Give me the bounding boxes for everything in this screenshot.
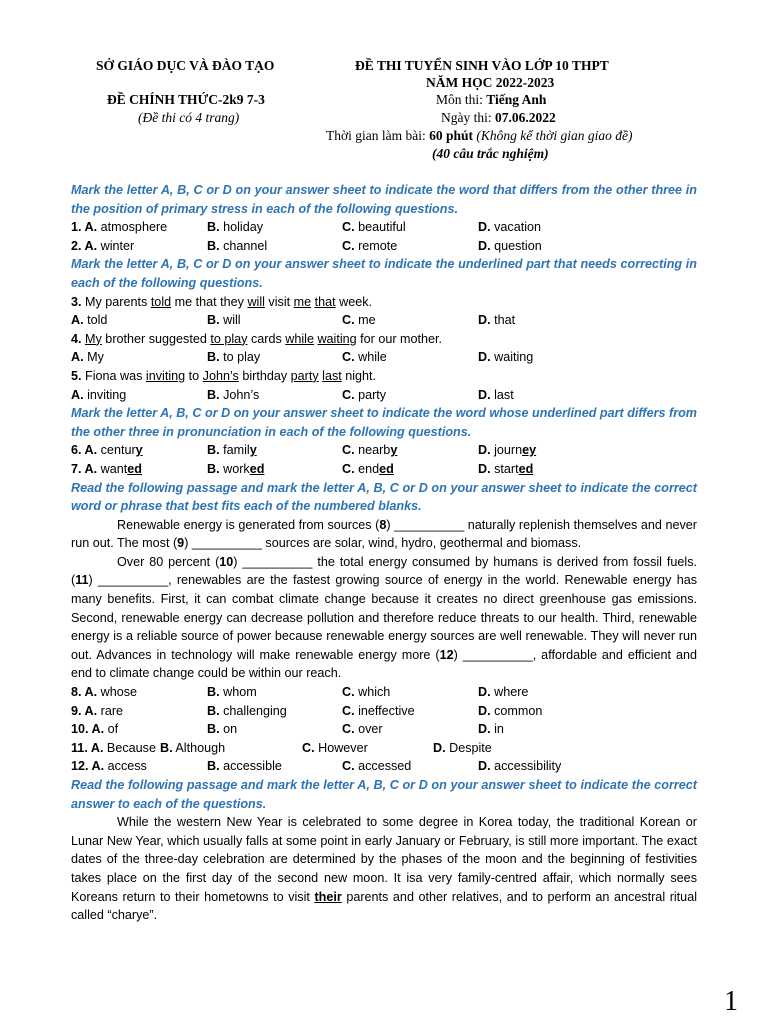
q4-text: cards (247, 331, 286, 346)
q8-a-text: whose (97, 685, 138, 700)
q2-number: 2. A. (71, 238, 98, 253)
q5-option-d (478, 386, 514, 405)
subject-value: Tiếng Anh (486, 92, 547, 107)
instruction-stress: Mark the letter A, B, C or D on your answer sheet to indicate the word that differs from the other three in the position of primary stress in each of the following questions. (71, 183, 697, 216)
q12-option-c (342, 757, 411, 776)
q5-a-text: inviting (83, 387, 127, 402)
blank-number-12: 12 (439, 647, 454, 662)
q3-c-text: me (354, 313, 376, 328)
q11-d-text: Despite (445, 740, 492, 755)
q3-option-b (207, 311, 241, 330)
q1-d-text: vacation (490, 220, 541, 235)
q3-a-label: A. (71, 313, 84, 328)
q5-text: birthday (238, 368, 291, 383)
q6-b-text: famil (219, 443, 250, 458)
q6-d-label: D. (478, 443, 491, 458)
q7-b-label: B. (207, 461, 220, 476)
q5-b-text: John’s (219, 387, 260, 402)
q4-b-label: B. (207, 350, 220, 365)
q11-b-label: B. (160, 740, 173, 755)
q5-option-a (71, 386, 126, 405)
q3-text: week. (335, 294, 373, 309)
q10-d-text: in (490, 722, 504, 737)
q3-option-d (478, 311, 515, 330)
q4-option-c (342, 348, 387, 367)
exam-content (71, 181, 697, 925)
question-9 (71, 702, 697, 721)
q11-c-text: However (314, 740, 368, 755)
q5-text: night. (341, 368, 377, 383)
q9-d-text: common (490, 703, 543, 718)
q3-d-text: that (490, 313, 516, 328)
q4-option-d (478, 348, 533, 367)
q7-option-a (71, 460, 142, 479)
q6-option-b (207, 441, 257, 460)
question-1 (71, 218, 697, 237)
q2-option-c (342, 237, 397, 256)
instruction-reading: Read the following passage and mark the letter A, B, C or D on your answer sheet to indicate the correct answer to each of the questions. (71, 778, 697, 811)
q2-b-label: B. (207, 238, 220, 253)
q10-a-text: of (104, 722, 119, 737)
q11-c-label: C. (302, 740, 315, 755)
q12-number: 12. A. (71, 759, 105, 774)
q4-c-label: C. (342, 350, 355, 365)
q5-text: to (185, 368, 203, 383)
q3-a-text: told (83, 313, 108, 328)
q2-option-b (207, 237, 267, 256)
q7-a-text: want (97, 461, 128, 476)
q12-option-d (478, 757, 561, 776)
question-5-options (71, 386, 697, 405)
passage-1-paragraph-1 (71, 516, 697, 553)
school-year: NĂM HỌC 2022-2023 (426, 75, 555, 90)
q6-a-text: centur (97, 443, 136, 458)
q5-text: Fiona was (81, 368, 146, 383)
q5-b-label: B. (207, 387, 220, 402)
q4-underlined-b: to play (210, 331, 248, 346)
question-7 (71, 460, 697, 479)
q10-option-d (478, 720, 504, 739)
q5-underlined-d: last (322, 368, 342, 383)
q12-b-label: B. (207, 759, 220, 774)
passage-text: ) __________ naturally replenish themselves and never run out. The most ( (71, 517, 697, 551)
q8-b-text: whom (219, 685, 257, 700)
time-value: 60 phút (429, 128, 474, 143)
date-value: 07.06.2022 (495, 110, 556, 125)
department-name: SỞ GIÁO DỤC VÀ ĐÀO TẠO (96, 58, 275, 73)
blank-number-11: 11 (75, 573, 89, 588)
q3-number: 3. (71, 294, 82, 309)
q8-d-text: where (490, 685, 529, 700)
q11-option-b (160, 739, 225, 758)
q9-c-text: ineffective (354, 703, 415, 718)
q12-option-b (207, 757, 282, 776)
instruction-error-correction: Mark the letter A, B, C or D on your answer sheet to indicate the underlined part that needs correcting in each of the following questions. (71, 257, 697, 290)
q9-option-b (207, 702, 287, 721)
q4-text: brother suggested (101, 331, 211, 346)
q11-b-text: Although (172, 740, 226, 755)
q10-number: 10. A. (71, 722, 105, 737)
q3-underlined-d: that (314, 294, 336, 309)
q7-d-label: D. (478, 461, 491, 476)
q8-number: 8. A. (71, 685, 98, 700)
q8-option-d (478, 683, 528, 702)
blank-number-8: 8 (379, 517, 387, 532)
q6-b-underlined: y (249, 443, 257, 458)
q5-d-label: D. (478, 387, 491, 402)
q3-c-label: C. (342, 313, 355, 328)
blank-number-9: 9 (177, 536, 185, 551)
q5-a-label: A. (71, 387, 84, 402)
blank-number-10: 10 (219, 554, 234, 569)
q8-b-label: B. (207, 685, 220, 700)
q4-option-b (207, 348, 260, 367)
q7-d-text: start (490, 461, 519, 476)
q8-c-label: C. (342, 685, 355, 700)
passage-text: Renewable energy is generated from sources ( (117, 517, 380, 532)
q7-b-underlined: ed (249, 461, 265, 476)
q4-underlined-a: My (85, 331, 102, 346)
passage-2-paragraph (71, 813, 697, 925)
q4-a-text: My (83, 350, 104, 365)
question-4-options (71, 348, 697, 367)
q1-d-label: D. (478, 220, 491, 235)
q3-underlined-a: told (150, 294, 172, 309)
q4-text: for our mother. (356, 331, 443, 346)
q3-d-label: D. (478, 313, 491, 328)
q3-b-text: will (219, 313, 241, 328)
q6-option-c (342, 441, 397, 460)
q4-number: 4. (71, 331, 82, 346)
q8-c-text: which (354, 685, 391, 700)
q4-a-label: A. (71, 350, 84, 365)
q9-number: 9. A. (71, 703, 98, 718)
question-count: (40 câu trắc nghiệm) (432, 146, 549, 161)
q7-c-underlined: ed (379, 461, 394, 476)
q6-d-text: journ (490, 443, 523, 458)
q2-b-text: channel (219, 238, 268, 253)
q3-underlined-c: me (293, 294, 312, 309)
q3-text: My parents (81, 294, 151, 309)
q1-c-label: C. (342, 220, 355, 235)
subject-label: Môn thi: (436, 92, 487, 107)
instruction-cloze: Read the following passage and mark the letter A, B, C or D on your answer sheet to indicate the correct word or phrase that best fits each of the numbered blanks. (71, 480, 697, 514)
q1-option-c (342, 218, 406, 237)
q11-option-c (302, 739, 368, 758)
q6-c-label: C. (342, 443, 355, 458)
q12-c-text: accessed (354, 759, 412, 774)
time-line (326, 127, 632, 145)
q4-b-text: to play (219, 350, 261, 365)
q1-a-text: atmosphere (97, 220, 168, 235)
q12-d-text: accessibility (490, 759, 562, 774)
q10-option-b (207, 720, 237, 739)
q6-d-underlined: ey (522, 443, 537, 458)
q4-underlined-c: while (285, 331, 314, 346)
q7-b-text: work (219, 461, 250, 476)
q7-option-c (342, 460, 394, 479)
q10-option-c (342, 720, 383, 739)
q8-option-b (207, 683, 257, 702)
referent-word: their (314, 889, 342, 904)
passage-text: Over 80 percent ( (117, 554, 220, 569)
q10-b-text: on (219, 722, 238, 737)
time-note: (Không kể thời gian giao đề) (473, 128, 633, 143)
q1-option-a (71, 218, 167, 237)
q5-d-text: last (490, 387, 514, 402)
date-line (441, 109, 556, 127)
q11-d-label: D. (433, 740, 446, 755)
passage-text: ) __________ the total energy consumed by humans is derived from fossil fuels. ( (71, 554, 697, 588)
q2-a-text: winter (97, 238, 135, 253)
question-6 (71, 441, 697, 460)
q6-b-label: B. (207, 443, 220, 458)
q2-d-label: D. (478, 238, 491, 253)
subject-line (436, 91, 546, 109)
q10-d-label: D. (478, 722, 491, 737)
q6-c-underlined: y (390, 443, 398, 458)
q6-number: 6. A. (71, 443, 98, 458)
q10-b-label: B. (207, 722, 220, 737)
q9-option-a (71, 702, 123, 721)
q5-underlined-a: inviting (145, 368, 186, 383)
question-10 (71, 720, 697, 739)
q10-c-text: over (354, 722, 383, 737)
q11-option-d (433, 739, 492, 758)
q12-a-text: access (104, 759, 147, 774)
q5-c-text: party (354, 387, 387, 402)
q3-option-a (71, 311, 107, 330)
q5-underlined-b: John’s (202, 368, 239, 383)
question-4-stem (71, 330, 697, 349)
passage-text: ) __________, renewables are the fastest growing source of energy in the world. Renewable energy has many benefits. First, it can combat climate change because it creates no direct greenhouse gas emissions. Second, renewable energy can decrease pollution and therefore reduce threats to our health. Third, renewable energy is a reliable source of power because renewable energy sources are well renewable. They will never run out. Advances in technology will make renewable energy more ( (71, 573, 697, 662)
passage-text: ) __________, affordable and efficient and end to climate change could be within our reach. (71, 647, 697, 681)
q7-option-d (478, 460, 533, 479)
q2-c-label: C. (342, 238, 355, 253)
q7-c-text: end (354, 461, 380, 476)
page-number: 1 (724, 986, 738, 1017)
q7-c-label: C. (342, 461, 355, 476)
q5-c-label: C. (342, 387, 355, 402)
q1-c-text: beautiful (354, 220, 406, 235)
passage-1-paragraph-2 (71, 553, 697, 683)
page-count-note: (Đề thi có 4 trang) (138, 110, 240, 125)
q7-number: 7. A. (71, 461, 98, 476)
q12-b-text: accessible (219, 759, 282, 774)
q11-a-text: Because (103, 740, 156, 755)
q9-c-label: C. (342, 703, 355, 718)
q1-b-text: holiday (219, 220, 264, 235)
q9-a-text: rare (97, 703, 124, 718)
q4-d-label: D. (478, 350, 491, 365)
question-8 (71, 683, 697, 702)
q9-d-label: D. (478, 703, 491, 718)
q3-b-label: B. (207, 313, 220, 328)
q6-option-a (71, 441, 143, 460)
question-5-stem (71, 367, 697, 386)
q10-c-label: C. (342, 722, 355, 737)
q12-option-a (71, 757, 147, 776)
q4-option-a (71, 348, 104, 367)
q9-b-label: B. (207, 703, 220, 718)
q3-text: me that they (171, 294, 248, 309)
q9-option-c (342, 702, 415, 721)
official-exam-label: ĐỀ CHÍNH THỨC-2k9 7-3 (107, 92, 265, 107)
q5-option-b (207, 386, 259, 405)
q7-option-b (207, 460, 264, 479)
q2-option-a (71, 237, 134, 256)
q8-d-label: D. (478, 685, 491, 700)
q3-option-c (342, 311, 376, 330)
q11-number: 11. A. (71, 740, 104, 755)
q11-option-a (71, 739, 156, 758)
date-label: Ngày thi: (441, 110, 495, 125)
q12-d-label: D. (478, 759, 491, 774)
q6-option-d (478, 441, 536, 460)
q3-underlined-b: will (247, 294, 265, 309)
q3-text: visit (264, 294, 294, 309)
q1-b-label: B. (207, 220, 220, 235)
q1-option-b (207, 218, 263, 237)
q8-option-a (71, 683, 137, 702)
q8-option-c (342, 683, 390, 702)
q5-underlined-c: party (290, 368, 319, 383)
q1-option-d (478, 218, 541, 237)
question-3-options (71, 311, 697, 330)
question-3-stem (71, 293, 697, 312)
q9-option-d (478, 702, 542, 721)
question-12 (71, 757, 697, 776)
time-label: Thời gian làm bài: (326, 128, 430, 143)
passage-text: While the western New Year is celebrated to some degree in Korea today, the traditional Korean or Lunar New Year, which usually falls at some point in early January or February, is still more important. The exact dates of the three-day celebration are determined by the phases of the moon and the beginning of festivities takes place on the first day of the second new moon. It isa very family-centred affair, which normally sees Koreans return to their hometowns to visit (71, 815, 697, 904)
q7-a-underlined: ed (127, 461, 142, 476)
q2-c-text: remote (354, 238, 398, 253)
q4-underlined-d: waiting (317, 331, 357, 346)
instruction-pronunciation: Mark the letter A, B, C or D on your answer sheet to indicate the word whose underlined part differs from the other three in pronunciation in each of the following questions. (71, 406, 697, 439)
q1-number: 1. A. (71, 220, 98, 235)
q2-d-text: question (490, 238, 542, 253)
q5-number: 5. (71, 368, 82, 383)
q6-c-text: nearb (354, 443, 391, 458)
exam-title: ĐỀ THI TUYỂN SINH VÀO LỚP 10 THPT (355, 58, 609, 73)
q7-d-underlined: ed (518, 461, 534, 476)
q10-option-a (71, 720, 118, 739)
q9-b-text: challenging (219, 703, 287, 718)
q2-option-d (478, 237, 542, 256)
q5-option-c (342, 386, 386, 405)
q6-a-underlined: y (135, 443, 143, 458)
q12-c-label: C. (342, 759, 355, 774)
passage-text: ) __________ sources are solar, wind, hydro, geothermal and biomass. (184, 536, 582, 551)
passage-text: parents and other relatives, and to perform an ancestral ritual called “charye”. (71, 889, 697, 923)
q4-d-text: waiting (490, 350, 534, 365)
q4-c-text: while (354, 350, 387, 365)
question-11 (71, 739, 697, 758)
question-2 (71, 237, 697, 256)
